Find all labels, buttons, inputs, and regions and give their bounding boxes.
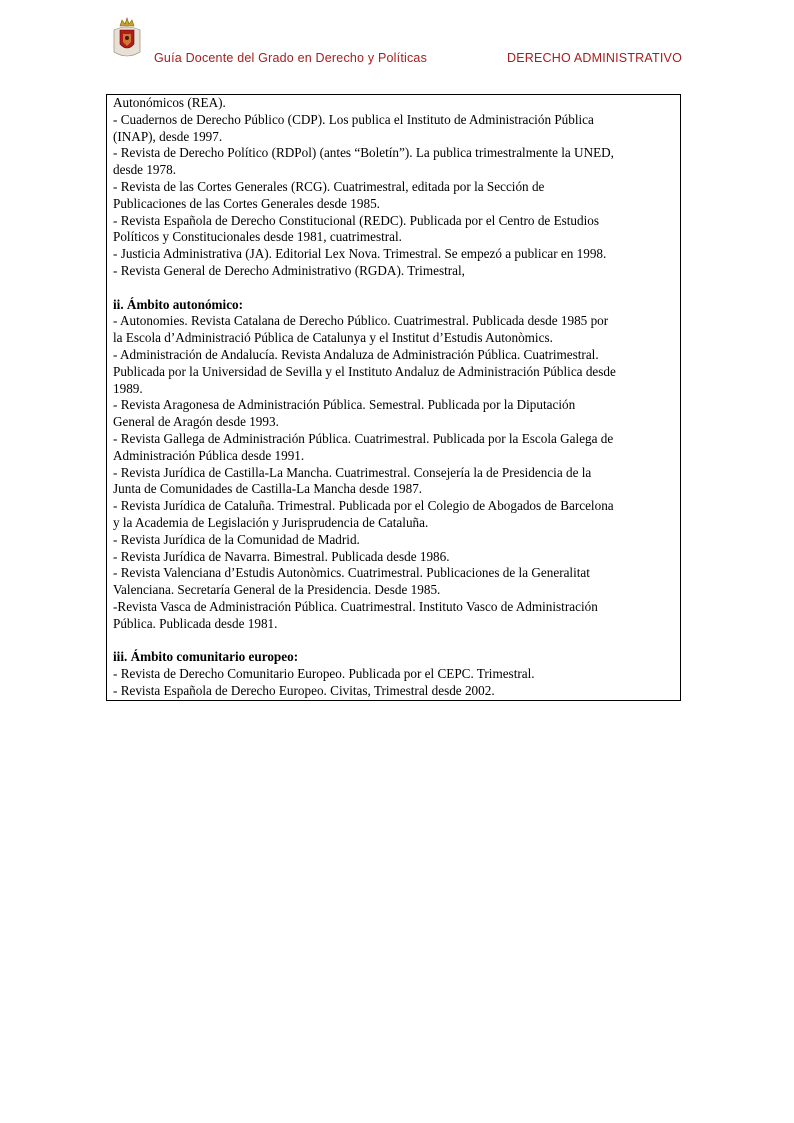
text-line: - Justicia Administrativa (JA). Editorial Lex Nova. Trimestral. Se empezó a publicar en 1998. — [113, 246, 607, 262]
text-line: - Revista Aragonesa de Administración Pública. Semestral. Publicada por la Diputación — [113, 397, 576, 413]
bibliography-box — [106, 94, 681, 701]
section-heading-autonomic: ii. Ámbito autonómico: — [113, 296, 244, 312]
text-line: General de Aragón desde 1993. — [113, 414, 279, 430]
text-line: y la Academia de Legislación y Jurisprudencia de Cataluña. — [113, 514, 429, 530]
spacer — [113, 280, 674, 297]
text-line: - Revista Jurídica de Castilla-La Mancha. Cuatrimestral. Consejería la de Presidencia de la — [113, 464, 592, 480]
text-line: Políticos y Constitucionales desde 1981, cuatrimestral. — [113, 229, 402, 245]
text-line: - Revista de las Cortes Generales (RCG). Cuatrimestral, editada por la Sección de — [113, 178, 545, 194]
guide-title: Guía Docente del Grado en Derecho y Políticas — [154, 51, 428, 65]
subject-title: DERECHO ADMINISTRATIVO — [506, 51, 682, 65]
text-line: -Revista Vasca de Administración Pública. Cuatrimestral. Instituto Vasco de Administración — [113, 598, 598, 614]
text-line: - Revista Jurídica de Cataluña. Trimestral. Publicada por el Colegio de Abogados de Barcelona — [113, 498, 614, 514]
page-header — [112, 16, 682, 70]
text-line: - Autonomies. Revista Catalana de Derecho Público. Cuatrimestral. Publicada desde 1985 por — [113, 313, 609, 329]
text-line: - Revista Española de Derecho Constitucional (REDC). Publicada por el Centro de Estudios — [113, 212, 599, 228]
text-line: Valenciana. Secretaría General de la Presidencia. Desde 1985. — [113, 582, 441, 598]
university-crest-icon — [112, 16, 142, 62]
spacer — [113, 633, 674, 650]
text-line: - Revista Jurídica de la Comunidad de Madrid. — [113, 531, 360, 547]
text-line: - Revista de Derecho Político (RDPol) (antes “Boletín”). La publica trimestralmente la UNED, — [113, 145, 614, 161]
text-line: Pública. Publicada desde 1981. — [113, 615, 278, 631]
text-line: la Escola d’Administració Pública de Catalunya y el Institut d’Estudis Autonòmics. — [113, 330, 553, 346]
text-line: Junta de Comunidades de Castilla-La Mancha desde 1987. — [113, 481, 423, 497]
text-line: - Revista de Derecho Comunitario Europeo. Publicada por el CEPC. Trimestral. — [113, 666, 535, 682]
section-heading-european: iii. Ámbito comunitario europeo: — [113, 649, 299, 665]
text-line: Publicaciones de las Cortes Generales desde 1985. — [113, 195, 380, 211]
text-line: 1989. — [113, 380, 143, 396]
text-line: (INAP), desde 1997. — [113, 128, 223, 144]
text-line: - Revista Valenciana d’Estudis Autonòmics. Cuatrimestral. Publicaciones de la Generalitat — [113, 565, 590, 581]
text-line: - Cuadernos de Derecho Público (CDP). Los publica el Instituto de Administración Pública — [113, 111, 594, 127]
text-line: Autonómicos (REA). — [113, 95, 226, 110]
text-line: Publicada por la Universidad de Sevilla y el Instituto Andaluz de Administración Pública desde — [113, 363, 616, 379]
text-line: - Revista Jurídica de Navarra. Bimestral. Publicada desde 1986. — [113, 548, 450, 564]
text-line: - Administración de Andalucía. Revista Andaluza de Administración Pública. Cuatrimestral. — [113, 346, 599, 362]
text-line: - Revista Española de Derecho Europeo. Civitas, Trimestral desde 2002. — [113, 682, 495, 698]
text-line: desde 1978. — [113, 162, 176, 178]
text-line: - Revista Gallega de Administración Pública. Cuatrimestral. Publicada por la Escola Galega de — [113, 430, 614, 446]
text-line: - Revista General de Derecho Administrativo (RGDA). Trimestral, — [113, 262, 465, 278]
text-line: Administración Pública desde 1991. — [113, 447, 305, 463]
